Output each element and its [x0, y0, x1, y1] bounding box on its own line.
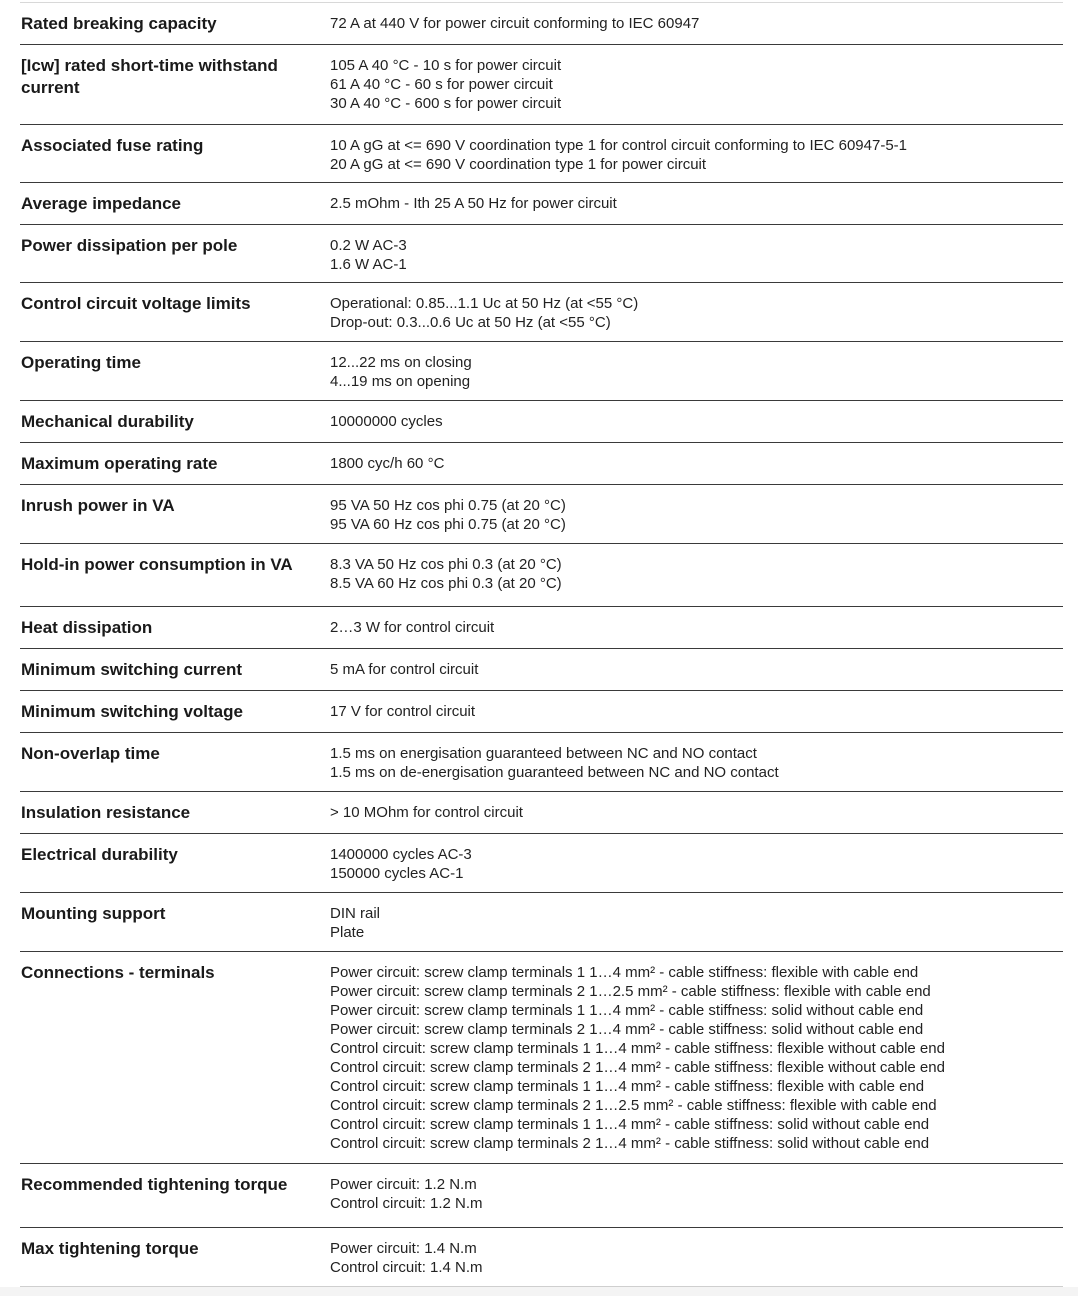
spec-value-line: 150000 cycles AC-1	[330, 865, 464, 882]
spec-value-line: DIN rail	[330, 905, 381, 922]
spec-row	[20, 224, 1063, 282]
spec-values	[330, 962, 1063, 1153]
spec-row	[20, 606, 1063, 648]
spec-value-line: Control circuit: 1.2 N.m	[330, 1195, 483, 1212]
spec-values	[330, 743, 1063, 781]
spec-value-line: > 10 MOhm for control circuit	[330, 804, 523, 821]
spec-value-line: 2…3 W for control circuit	[330, 619, 495, 636]
spec-label: Inrush power in VA	[21, 496, 175, 515]
spec-label: Recommended tightening torque	[21, 1175, 288, 1194]
spec-row	[20, 484, 1063, 543]
spec-value-line: Control circuit: screw clamp terminals 1 1…4 mm² - cable stiffness: flexible with cable end	[330, 1078, 925, 1095]
spec-row	[20, 543, 1063, 606]
spec-value-line: Plate	[330, 924, 365, 941]
spec-value-line: 95 VA 60 Hz cos phi 0.75 (at 20 °C)	[330, 516, 566, 533]
spec-row	[20, 732, 1063, 791]
spec-label: [Icw] rated short-time withstand current	[21, 56, 278, 97]
spec-row	[20, 1163, 1063, 1227]
spec-row	[20, 791, 1063, 833]
spec-values	[330, 293, 1063, 331]
spec-row	[20, 442, 1063, 484]
spec-label: Mounting support	[21, 904, 166, 923]
spec-value-line: Drop-out: 0.3...0.6 Uc at 50 Hz (at <55 °C)	[330, 314, 611, 331]
spec-value-line: 1.5 ms on de-energisation guaranteed between NC and NO contact	[330, 764, 779, 781]
spec-row	[20, 341, 1063, 400]
spec-value-line: Power circuit: screw clamp terminals 2 1…4 mm² - cable stiffness: solid without cable end	[330, 1021, 924, 1038]
spec-row	[20, 690, 1063, 732]
spec-value-line: 61 A 40 °C - 60 s for power circuit	[330, 76, 553, 93]
spec-label: Rated breaking capacity	[21, 14, 217, 33]
spec-label: Max tightening torque	[21, 1239, 199, 1258]
spec-row	[20, 182, 1063, 224]
spec-label: Power dissipation per pole	[21, 236, 238, 255]
spec-row	[20, 44, 1063, 124]
spec-value-line: Power circuit: screw clamp terminals 1 1…4 mm² - cable stiffness: flexible with cable end	[330, 964, 919, 981]
spec-value-line: 8.5 VA 60 Hz cos phi 0.3 (at 20 °C)	[330, 575, 562, 592]
spec-value-line: 10000000 cycles	[330, 413, 443, 430]
spec-label: Minimum switching current	[21, 660, 243, 679]
spec-row	[20, 833, 1063, 892]
spec-value-line: Control circuit: screw clamp terminals 2 1…4 mm² - cable stiffness: flexible without cable end	[330, 1059, 945, 1076]
spec-values	[330, 235, 1063, 272]
spec-value-line: 0.2 W AC-3	[330, 237, 407, 254]
spec-row	[20, 892, 1063, 951]
spec-value-line: 1400000 cycles AC-3	[330, 846, 472, 863]
spec-values	[330, 1174, 1063, 1217]
spec-row	[20, 2, 1063, 44]
spec-value-line: 1800 cyc/h 60 °C	[330, 455, 445, 472]
spec-value-line: Operational: 0.85...1.1 Uc at 50 Hz (at <55 °C)	[330, 295, 639, 312]
spec-value-line: 8.3 VA 50 Hz cos phi 0.3 (at 20 °C)	[330, 556, 562, 573]
spec-label: Electrical durability	[21, 845, 178, 864]
spec-row	[20, 648, 1063, 690]
spec-values	[330, 55, 1063, 114]
spec-value-line: 12...22 ms on closing	[330, 354, 472, 371]
spec-values	[330, 193, 1063, 214]
spec-values	[330, 554, 1063, 596]
spec-value-line: Power circuit: screw clamp terminals 2 1…2.5 mm² - cable stiffness: flexible with cable end	[330, 983, 931, 1000]
spec-label: Hold-in power consumption in VA	[21, 555, 293, 574]
spec-values	[330, 844, 1063, 882]
spec-value-line: Power circuit: 1.2 N.m	[330, 1176, 477, 1193]
spec-row	[20, 124, 1063, 182]
spec-values	[330, 411, 1063, 432]
spec-value-line: 20 A gG at <= 690 V coordination type 1 for power circuit	[330, 156, 707, 173]
spec-value-line: Control circuit: screw clamp terminals 2 1…2.5 mm² - cable stiffness: flexible with cable end	[330, 1097, 937, 1114]
spec-values	[330, 802, 1063, 823]
spec-values	[330, 701, 1063, 722]
spec-value-line: 72 A at 440 V for power circuit conforming to IEC 60947	[330, 15, 700, 32]
spec-label: Maximum operating rate	[21, 454, 218, 473]
spec-value-line: 30 A 40 °C - 600 s for power circuit	[330, 95, 562, 112]
spec-label: Insulation resistance	[21, 803, 191, 822]
spec-values	[330, 1238, 1063, 1276]
spec-label: Operating time	[21, 353, 141, 372]
spec-value-line: 17 V for control circuit	[330, 703, 476, 720]
spec-values	[330, 135, 1063, 172]
spec-value-line: 4...19 ms on opening	[330, 373, 471, 390]
spec-value-line: Control circuit: screw clamp terminals 1 1…4 mm² - cable stiffness: flexible without cable end	[330, 1040, 945, 1057]
spec-value-line: 10 A gG at <= 690 V coordination type 1 for control circuit conforming to IEC 60947-5-1	[330, 137, 908, 154]
spec-value-line: 95 VA 50 Hz cos phi 0.75 (at 20 °C)	[330, 497, 566, 514]
page-bottom-edge	[0, 1287, 1078, 1296]
spec-values	[330, 352, 1063, 390]
spec-label: Non-overlap time	[21, 744, 160, 763]
spec-values	[330, 903, 1063, 941]
spec-values	[330, 495, 1063, 533]
spec-row	[20, 400, 1063, 442]
spec-label: Control circuit voltage limits	[21, 294, 251, 313]
spec-values	[330, 13, 1063, 34]
spec-value-line: Power circuit: screw clamp terminals 1 1…4 mm² - cable stiffness: solid without cable end	[330, 1002, 924, 1019]
spec-value-line: Power circuit: 1.4 N.m	[330, 1240, 477, 1257]
spec-value-line: 5 mA for control circuit	[330, 661, 479, 678]
spec-label: Associated fuse rating	[21, 136, 204, 155]
spec-value-line: 105 A 40 °C - 10 s for power circuit	[330, 57, 562, 74]
spec-row	[20, 951, 1063, 1163]
spec-value-line: Control circuit: screw clamp terminals 2 1…4 mm² - cable stiffness: solid without cable end	[330, 1135, 930, 1152]
spec-value-line: 2.5 mOhm - Ith 25 A 50 Hz for power circuit	[330, 195, 617, 212]
spec-label: Connections - terminals	[21, 963, 215, 982]
spec-value-line: 1.6 W AC-1	[330, 256, 407, 273]
spec-label: Heat dissipation	[21, 618, 153, 637]
spec-label: Mechanical durability	[21, 412, 194, 431]
spec-values	[330, 617, 1063, 638]
spec-row	[20, 282, 1063, 341]
spec-value-line: Control circuit: 1.4 N.m	[330, 1259, 483, 1276]
spec-value-line: Control circuit: screw clamp terminals 1 1…4 mm² - cable stiffness: solid without cable end	[330, 1116, 930, 1133]
spec-value-line: 1.5 ms on energisation guaranteed between NC and NO contact	[330, 745, 757, 762]
spec-label: Average impedance	[21, 194, 181, 213]
spec-row	[20, 1227, 1063, 1286]
spec-table	[20, 2, 1063, 1286]
spec-values	[330, 659, 1063, 680]
spec-label: Minimum switching voltage	[21, 702, 243, 721]
spec-values	[330, 453, 1063, 474]
